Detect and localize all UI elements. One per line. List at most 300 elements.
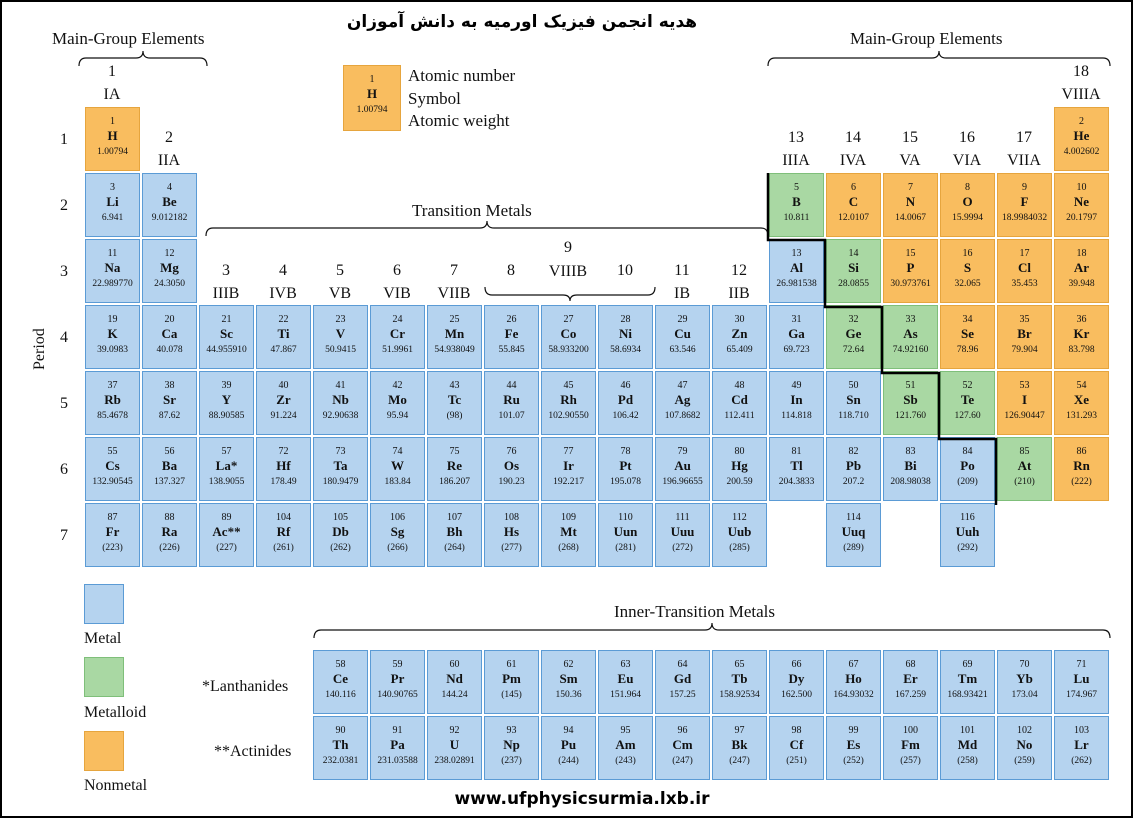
element-atomic-weight: 63.546 <box>669 345 696 355</box>
element-cell-ta <box>313 437 368 501</box>
element-atomic-number: 89 <box>221 512 232 523</box>
element-atomic-weight: 55.845 <box>498 345 525 355</box>
element-symbol: Sg <box>390 524 405 539</box>
element-atomic-number: 101 <box>960 725 975 736</box>
element-atomic-weight: 200.59 <box>726 477 753 487</box>
group-roman-3: IIIB <box>212 285 240 302</box>
element-symbol: Ge <box>845 326 862 341</box>
element-cell-hf <box>256 437 311 501</box>
actinide-cell-no <box>997 716 1052 780</box>
element-cell-s <box>940 239 995 303</box>
element-atomic-number: 18 <box>1076 248 1087 259</box>
element-cell-fr <box>85 503 140 567</box>
element-cell-k <box>85 305 140 369</box>
group-roman-15: VA <box>899 152 921 169</box>
element-atomic-number: 41 <box>335 380 346 391</box>
element-atomic-weight: 164.93032 <box>833 690 874 700</box>
lanthanide-cell-ce <box>313 650 368 714</box>
legend-metalloid-label: Metalloid <box>84 704 147 721</box>
element-cell-br <box>997 305 1052 369</box>
element-atomic-number: 81 <box>791 446 802 457</box>
element-symbol: Ar <box>1073 260 1090 275</box>
lanthanide-cell-pr <box>370 650 425 714</box>
element-symbol: Pb <box>845 458 862 473</box>
element-symbol: P <box>906 260 915 275</box>
element-atomic-weight: 10.811 <box>783 213 810 223</box>
element-symbol: Tm <box>957 671 978 686</box>
element-atomic-number: 5 <box>794 182 799 193</box>
element-symbol: Uuq <box>841 524 866 539</box>
element-atomic-weight: (227) <box>216 543 237 553</box>
element-atomic-weight: (223) <box>102 543 123 553</box>
element-atomic-number: 56 <box>164 446 175 457</box>
element-atomic-weight: 85.4678 <box>97 411 128 421</box>
element-symbol: V <box>335 326 346 341</box>
actinide-cell-pu <box>541 716 596 780</box>
element-symbol: Tl <box>790 458 803 473</box>
element-atomic-weight: 91.224 <box>270 411 297 421</box>
element-symbol: Cr <box>389 326 406 341</box>
element-symbol: Bi <box>904 458 917 473</box>
element-symbol: Co <box>560 326 577 341</box>
persian-title: هدیه انجمن فیزیک اورمیه به دانش آموزان <box>346 12 698 32</box>
element-symbol: Cm <box>672 737 693 752</box>
element-symbol: Md <box>957 737 978 752</box>
actinide-cell-th <box>313 716 368 780</box>
element-symbol: Hs <box>503 524 520 539</box>
element-atomic-number: 93 <box>506 725 517 736</box>
element-symbol: Cs <box>105 458 120 473</box>
group-roman-13: IIIA <box>782 152 810 169</box>
element-symbol: Tc <box>447 392 462 407</box>
element-atomic-number: 116 <box>960 512 975 523</box>
element-symbol: Cu <box>674 326 691 341</box>
element-cell-kr <box>1054 305 1109 369</box>
element-cell-nb <box>313 371 368 435</box>
element-cell-ti <box>256 305 311 369</box>
element-symbol: Li <box>106 194 119 209</box>
element-atomic-number: 74 <box>392 446 403 457</box>
element-atomic-number: 112 <box>732 512 747 523</box>
element-cell-c <box>826 173 881 237</box>
element-atomic-weight: 140.116 <box>325 690 356 700</box>
element-atomic-number: 13 <box>791 248 802 259</box>
element-atomic-weight: (237) <box>501 756 522 766</box>
element-cell-cu <box>655 305 710 369</box>
element-atomic-number: 96 <box>677 725 688 736</box>
element-atomic-number: 105 <box>333 512 348 523</box>
element-symbol: Fm <box>901 737 920 752</box>
element-atomic-number: 78 <box>620 446 631 457</box>
element-atomic-weight: 24.3050 <box>154 279 185 289</box>
element-atomic-weight: 87.62 <box>158 411 181 421</box>
element-atomic-weight: 231.03588 <box>377 756 418 766</box>
actinide-cell-es <box>826 716 881 780</box>
element-atomic-number: 68 <box>905 659 916 670</box>
element-cell-hg <box>712 437 767 501</box>
group-roman-14: IVA <box>839 152 867 169</box>
element-atomic-weight: 131.293 <box>1066 411 1097 421</box>
element-cell-sb <box>883 371 938 435</box>
element-atomic-number: 17 <box>1019 248 1030 259</box>
element-atomic-number: 82 <box>848 446 859 457</box>
element-symbol: Tb <box>731 671 748 686</box>
element-atomic-number: 104 <box>276 512 291 523</box>
element-symbol: Nb <box>332 392 349 407</box>
element-atomic-weight: 114.818 <box>781 411 812 421</box>
element-symbol: Bk <box>731 737 748 752</box>
element-symbol: Zr <box>276 392 291 407</box>
element-atomic-weight: (262) <box>330 543 351 553</box>
main-group-right-label: Main-Group Elements <box>850 29 1003 48</box>
element-atomic-number: 29 <box>677 314 688 325</box>
element-atomic-weight: 12.0107 <box>838 213 869 223</box>
element-symbol: Am <box>615 737 636 752</box>
element-atomic-weight: 140.90765 <box>377 690 418 700</box>
element-atomic-weight: 144.24 <box>441 690 468 700</box>
element-atomic-number: 109 <box>561 512 576 523</box>
actinide-cell-lr <box>1054 716 1109 780</box>
group-roman-12: IIB <box>728 285 750 302</box>
element-symbol: Uuh <box>955 524 980 539</box>
element-atomic-weight: 101.07 <box>498 411 525 421</box>
element-atomic-weight: (247) <box>729 756 750 766</box>
lanthanide-cell-tm <box>940 650 995 714</box>
element-atomic-number: 90 <box>335 725 346 736</box>
element-cell-h <box>85 107 140 171</box>
element-cell-be <box>142 173 197 237</box>
group-roman-4: IVB <box>269 285 297 302</box>
element-atomic-number: 57 <box>221 446 232 457</box>
group-number-6: 6 <box>393 262 401 279</box>
element-cell-mn <box>427 305 482 369</box>
period-number-7: 7 <box>60 527 68 544</box>
element-atomic-number: 69 <box>962 659 973 670</box>
element-symbol: Al <box>790 260 803 275</box>
period-number-2: 2 <box>60 197 68 214</box>
element-symbol: He <box>1073 128 1090 143</box>
element-symbol: Er <box>903 671 918 686</box>
element-cell-p <box>883 239 938 303</box>
element-symbol: La* <box>215 458 238 473</box>
legend-nonmetal-swatch <box>84 731 124 771</box>
element-cell-bi <box>883 437 938 501</box>
element-atomic-weight: 35.453 <box>1011 279 1038 289</box>
element-symbol: In <box>790 392 803 407</box>
element-atomic-number: 2 <box>1079 116 1084 127</box>
element-symbol: Uuu <box>670 524 695 539</box>
element-atomic-number: 87 <box>107 512 118 523</box>
element-atomic-weight: (277) <box>501 543 522 553</box>
element-symbol: Be <box>162 194 177 209</box>
element-symbol: Ga <box>788 326 805 341</box>
element-atomic-number: 6 <box>851 182 856 193</box>
element-atomic-weight: 72.64 <box>842 345 865 355</box>
element-atomic-weight: 15.9994 <box>952 213 983 223</box>
element-atomic-weight: 58.6934 <box>610 345 641 355</box>
group-roman-17: VIIA <box>1007 152 1041 169</box>
element-atomic-number: 28 <box>620 314 631 325</box>
lanthanide-cell-gd <box>655 650 710 714</box>
element-atomic-number: 11 <box>107 248 118 259</box>
element-atomic-weight: (272) <box>672 543 693 553</box>
element-atomic-weight: 186.207 <box>439 477 470 487</box>
element-atomic-number: 62 <box>563 659 574 670</box>
element-cell-uuu <box>655 503 710 567</box>
element-atomic-weight: 151.964 <box>610 690 641 700</box>
period-number-1: 1 <box>60 131 68 148</box>
element-atomic-weight: 174.967 <box>1066 690 1097 700</box>
element-atomic-weight: 102.90550 <box>548 411 589 421</box>
element-atomic-number: 1 <box>110 116 115 127</box>
element-atomic-weight: 180.9479 <box>322 477 359 487</box>
element-atomic-weight: (261) <box>273 543 294 553</box>
element-symbol: Mn <box>444 326 465 341</box>
element-cell-cd <box>712 371 767 435</box>
element-symbol: Rb <box>104 392 121 407</box>
element-symbol: Br <box>1017 326 1032 341</box>
group-number-2: 2 <box>165 129 173 146</box>
element-atomic-weight: 137.327 <box>154 477 185 487</box>
element-atomic-number: 12 <box>164 248 175 259</box>
element-atomic-weight: 190.23 <box>498 477 525 487</box>
element-cell-o <box>940 173 995 237</box>
group-number-11: 11 <box>674 262 690 279</box>
element-symbol: Sr <box>163 392 176 407</box>
element-atomic-weight: (257) <box>900 756 921 766</box>
element-atomic-number: 92 <box>449 725 460 736</box>
period-axis-label: Period <box>31 328 48 370</box>
group-roman-16: VIA <box>952 152 982 169</box>
period-number-5: 5 <box>60 395 68 412</box>
element-atomic-number: 25 <box>449 314 460 325</box>
element-atomic-number: 60 <box>449 659 460 670</box>
element-cell-pt <box>598 437 653 501</box>
element-atomic-weight: 127.60 <box>954 411 981 421</box>
actinide-cell-np <box>484 716 539 780</box>
group-roman-1: IA <box>103 86 121 103</box>
element-cell-b <box>769 173 824 237</box>
element-atomic-weight: (268) <box>558 543 579 553</box>
element-atomic-weight: 40.078 <box>156 345 183 355</box>
element-cell-ac <box>199 503 254 567</box>
element-cell-ba <box>142 437 197 501</box>
element-atomic-number: 71 <box>1076 659 1087 670</box>
element-symbol: Re <box>446 458 463 473</box>
element-symbol: Ca <box>161 326 178 341</box>
element-symbol: Hf <box>276 458 291 473</box>
element-atomic-number: 51 <box>905 380 916 391</box>
element-cell-fe <box>484 305 539 369</box>
group-number-3: 3 <box>222 262 230 279</box>
element-atomic-weight: 54.938049 <box>434 345 475 355</box>
element-atomic-number: 19 <box>107 314 118 325</box>
element-atomic-weight: (289) <box>843 543 864 553</box>
element-atomic-weight: 183.84 <box>384 477 411 487</box>
element-symbol: Y <box>221 392 232 407</box>
element-symbol: Ac** <box>212 524 241 539</box>
element-symbol: Ho <box>845 671 862 686</box>
actinide-cell-cm <box>655 716 710 780</box>
element-atomic-weight: 173.04 <box>1011 690 1038 700</box>
element-atomic-weight: 106.42 <box>612 411 639 421</box>
element-atomic-number: 48 <box>734 380 745 391</box>
element-atomic-number: 35 <box>1019 314 1030 325</box>
element-atomic-weight: 150.36 <box>555 690 582 700</box>
element-atomic-weight: 79.904 <box>1011 345 1038 355</box>
lanthanide-cell-sm <box>541 650 596 714</box>
element-atomic-number: 47 <box>677 380 688 391</box>
element-symbol: Ne <box>1073 194 1090 209</box>
viiib-brace <box>484 286 656 302</box>
element-symbol: Mo <box>388 392 407 407</box>
element-symbol: Yb <box>1016 671 1033 686</box>
element-atomic-weight: 26.981538 <box>776 279 817 289</box>
element-symbol: Rn <box>1073 458 1090 473</box>
element-atomic-number: 24 <box>392 314 403 325</box>
element-symbol: Ni <box>619 326 632 341</box>
element-symbol: Ba <box>161 458 178 473</box>
lanthanide-cell-eu <box>598 650 653 714</box>
element-symbol: Sc <box>220 326 233 341</box>
element-cell-cs <box>85 437 140 501</box>
element-symbol: Pm <box>502 671 521 686</box>
element-cell-ag <box>655 371 710 435</box>
element-cell-ge <box>826 305 881 369</box>
element-symbol: H <box>107 128 118 143</box>
element-cell-n <box>883 173 938 237</box>
element-symbol: Hg <box>731 458 748 473</box>
element-cell-mg <box>142 239 197 303</box>
element-atomic-weight: (264) <box>444 543 465 553</box>
element-atomic-weight: 44.955910 <box>206 345 247 355</box>
element-symbol: No <box>1016 737 1033 752</box>
element-symbol: Uun <box>613 524 638 539</box>
element-symbol: Zn <box>731 326 748 341</box>
key-atomic-weight: 1.00794 <box>356 105 388 115</box>
element-cell-sn <box>826 371 881 435</box>
group-number-4: 4 <box>279 262 287 279</box>
element-atomic-weight: 196.96655 <box>662 477 703 487</box>
element-symbol: O <box>962 194 973 209</box>
actinide-cell-u <box>427 716 482 780</box>
element-cell-mo <box>370 371 425 435</box>
element-atomic-number: 52 <box>962 380 973 391</box>
element-symbol: Pd <box>617 392 634 407</box>
element-symbol: C <box>848 194 859 209</box>
element-symbol: Pa <box>390 737 405 752</box>
element-cell-uuh <box>940 503 995 567</box>
element-symbol: N <box>905 194 916 209</box>
element-atomic-weight: 204.3833 <box>778 477 815 487</box>
element-atomic-number: 4 <box>167 182 172 193</box>
element-symbol: Es <box>846 737 861 752</box>
element-symbol: Uub <box>727 524 752 539</box>
element-atomic-number: 22 <box>278 314 289 325</box>
element-atomic-number: 36 <box>1076 314 1087 325</box>
element-atomic-weight: (292) <box>957 543 978 553</box>
element-cell-uub <box>712 503 767 567</box>
element-atomic-number: 37 <box>107 380 118 391</box>
transition-metals-brace <box>205 220 769 238</box>
element-atomic-number: 7 <box>908 182 913 193</box>
group-roman-6: VIB <box>383 285 411 302</box>
actinide-cell-fm <box>883 716 938 780</box>
element-atomic-weight: 47.867 <box>270 345 297 355</box>
group-number-1: 1 <box>108 63 116 80</box>
element-cell-uuq <box>826 503 881 567</box>
element-atomic-number: 42 <box>392 380 403 391</box>
element-atomic-number: 50 <box>848 380 859 391</box>
element-cell-re <box>427 437 482 501</box>
element-cell-y <box>199 371 254 435</box>
element-cell-se <box>940 305 995 369</box>
element-atomic-weight: (98) <box>446 411 463 421</box>
element-atomic-number: 40 <box>278 380 289 391</box>
element-cell-ca <box>142 305 197 369</box>
legend-metal-label: Metal <box>84 630 122 647</box>
element-atomic-weight: (226) <box>159 543 180 553</box>
element-atomic-weight: (281) <box>615 543 636 553</box>
legend-metalloid-swatch <box>84 657 124 697</box>
group-number-10: 10 <box>617 262 633 279</box>
group-number-8: 8 <box>507 262 515 279</box>
element-cell-rh <box>541 371 596 435</box>
element-atomic-number: 99 <box>848 725 859 736</box>
element-cell-mt <box>541 503 596 567</box>
element-symbol: Sb <box>903 392 918 407</box>
element-atomic-weight: 69.723 <box>783 345 810 355</box>
element-atomic-weight: 168.93421 <box>947 690 988 700</box>
element-atomic-number: 38 <box>164 380 175 391</box>
element-cell-ar <box>1054 239 1109 303</box>
element-atomic-number: 33 <box>905 314 916 325</box>
legend-nonmetal-label: Nonmetal <box>84 777 148 794</box>
element-cell-po <box>940 437 995 501</box>
element-symbol: Pt <box>619 458 632 473</box>
element-atomic-number: 8 <box>965 182 970 193</box>
element-cell-rf <box>256 503 311 567</box>
element-symbol: B <box>792 194 801 209</box>
lanthanide-cell-lu <box>1054 650 1109 714</box>
element-cell-ra <box>142 503 197 567</box>
main-group-left-label: Main-Group Elements <box>52 29 205 48</box>
element-atomic-number: 102 <box>1017 725 1032 736</box>
element-atomic-number: 3 <box>110 182 115 193</box>
element-cell-ga <box>769 305 824 369</box>
element-atomic-weight: (251) <box>786 756 807 766</box>
element-atomic-weight: 112.411 <box>724 411 755 421</box>
element-symbol: Dy <box>788 671 805 686</box>
element-symbol: Ti <box>277 326 290 341</box>
inner-transition-brace <box>313 622 1111 640</box>
element-cell-uun <box>598 503 653 567</box>
element-atomic-weight: 58.933200 <box>548 345 589 355</box>
element-atomic-number: 27 <box>563 314 574 325</box>
group-number-16: 16 <box>959 129 975 146</box>
element-atomic-weight: 107.8682 <box>664 411 701 421</box>
period-number-3: 3 <box>60 263 68 280</box>
element-atomic-number: 110 <box>618 512 633 523</box>
element-symbol: Fe <box>504 326 519 341</box>
element-symbol: Lu <box>1073 671 1090 686</box>
element-atomic-weight: (266) <box>387 543 408 553</box>
element-atomic-number: 67 <box>848 659 859 670</box>
element-atomic-weight: 138.9055 <box>208 477 245 487</box>
element-atomic-weight: (209) <box>957 477 978 487</box>
element-atomic-weight: 39.948 <box>1068 279 1095 289</box>
actinide-cell-cf <box>769 716 824 780</box>
